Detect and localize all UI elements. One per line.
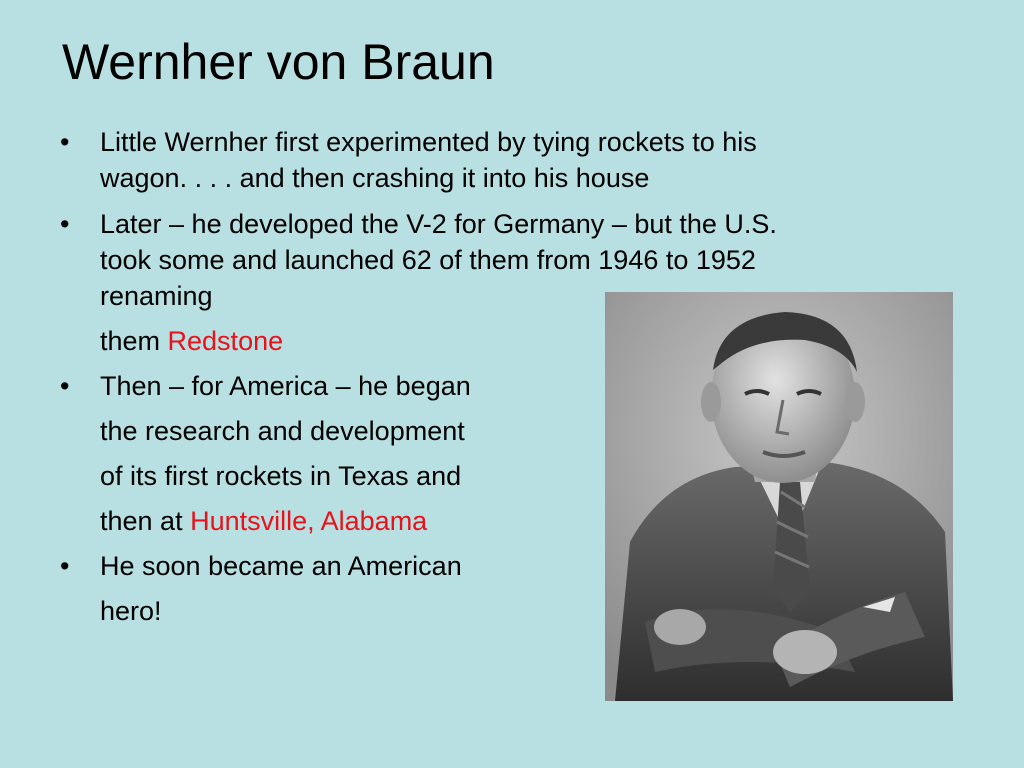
bullet-4-line-1: He soon became an American (100, 551, 462, 581)
highlight-redstone: Redstone (167, 326, 284, 356)
bullet-3-line-2: the research and development (100, 416, 465, 446)
bullet-marker: • (60, 371, 70, 401)
highlight-huntsville: Huntsville, Alabama (190, 506, 428, 536)
portrait-photo (605, 292, 953, 701)
bullet-1-line-2: wagon. . . . and then crashing it into his house (100, 163, 650, 193)
bullet-3-line-1: Then – for America – he began (100, 371, 471, 401)
bullet-marker: • (60, 127, 70, 157)
slide-title: Wernher von Braun (62, 34, 495, 90)
bullet-marker: • (60, 209, 70, 239)
bullet-2-line-2: took some and launched 62 of them from 1946 to 1952 (100, 245, 756, 275)
bullet-marker: • (60, 551, 70, 581)
bullet-2-line-1: Later – he developed the V-2 for Germany – but the U.S. (100, 209, 777, 239)
bullet-3-continuation (100, 505, 427, 537)
bullet-2-line-3: renaming (100, 281, 213, 311)
bullet-2-continuation (100, 325, 283, 357)
continuation-prefix: them (100, 326, 168, 356)
portrait-illustration (605, 292, 953, 701)
bullet-1-line-1: Little Wernher first experimented by tying rockets to his (100, 127, 757, 157)
continuation-prefix: then at (100, 506, 191, 536)
bullet-4-line-2: hero! (100, 596, 162, 626)
bullet-3-line-3: of its first rockets in Texas and (100, 461, 462, 491)
